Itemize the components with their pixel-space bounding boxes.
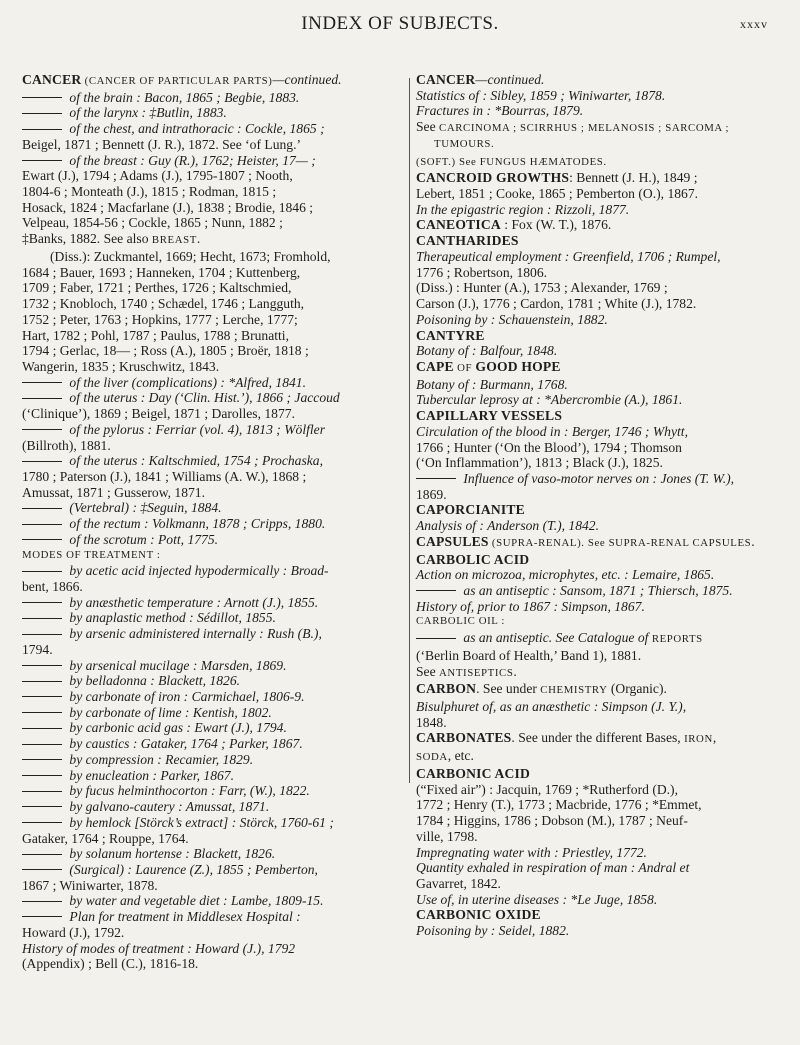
entry-text: Lebert, 1851 ; Cooke, 1865 ; Pemberton (O.), 1867. [416, 186, 699, 202]
entry-text: 1867 ; Winiwarter, 1878. [22, 877, 158, 893]
entry-text: by anaplastic method : Sédillot, 1855. [66, 610, 276, 626]
cross-reference: FUNGUS HÆMATODES. [479, 155, 607, 168]
entry-text: 1804-6 ; Monteath (J.), 1815 ; Rodman, 1815 ; [22, 184, 277, 200]
entry-text: Circulation of the blood in : Berger, 1746 ; Whytt, [416, 423, 688, 439]
entry-text: Tubercular leprosy at : *Abercrombie (A.), 1861. [416, 392, 683, 408]
entry-text: (SOFT.) See [416, 155, 480, 168]
entry-text: Influence of vaso-motor nerves on : Jones (T. W.), [460, 470, 735, 486]
entry-text: 1752 ; Peter, 1763 ; Hopkins, 1777 ; Lerche, 1777; [22, 311, 298, 327]
entry-text: Poisoning by : Schauenstein, 1882. [416, 311, 608, 327]
headword: CAPE [416, 358, 454, 374]
entry-text: Velpeau, 1854-56 ; Cockle, 1865 ; Nunn, 1882 ; [22, 215, 283, 231]
entry-text: by enucleation : Parker, 1867. [66, 767, 234, 783]
entry-text: Plan for treatment in Middlesex Hospital : [66, 909, 301, 925]
entry-text: See [416, 663, 440, 679]
entry-text: (CANCER OF PARTICULAR PARTS) [81, 75, 273, 87]
entry-text: by compression : Recamier, 1829. [66, 751, 254, 767]
cross-reference: BREAST [151, 234, 197, 247]
cross-reference: ANTISEPTICS [439, 666, 514, 679]
entry-text: Beigel, 1871 ; Bennett (J. R.), 1872. See ‘of Lung.’ [22, 136, 302, 152]
entry-text: of the brain : Bacon, 1865 ; Begbie, 1883. [66, 89, 300, 105]
entry-text: Ewart (J.), 1794 ; Adams (J.), 1795-1807 ; Nooth, [22, 168, 293, 184]
running-head [0, 13, 800, 37]
entry-text: 1772 ; Henry (T.), 1773 ; Macbride, 1776 ; *Emmet, [416, 797, 702, 813]
headword: CAPILLARY VESSELS [416, 408, 563, 424]
entry-text: (‘On Inflammation’), 1813 ; Black (J.), 1825. [416, 455, 663, 471]
entry-text: Botany of : Burmann, 1768. [416, 376, 568, 392]
cross-reference: CHEMISTRY [540, 684, 608, 697]
headword: CANCER [22, 72, 82, 87]
entry-text: . [513, 663, 517, 679]
cross-reference: REPORTS [651, 633, 703, 646]
entry-text: , [712, 730, 717, 746]
headword: GOOD HOPE [475, 358, 561, 374]
headword: CANCROID GROWTHS [416, 170, 570, 186]
entry-text: (‘Berlin Board of Health,’ Band 1), 1881. [416, 647, 642, 663]
headword: CARBONIC OXIDE [416, 907, 541, 923]
entry-text: 1794. [22, 641, 53, 657]
entry-text: (‘Clinique’), 1869 ; Beigel, 1871 ; Darolles, 1877. [22, 406, 295, 422]
entry-text: bent, 1866. [22, 579, 83, 594]
entry-text: . See under the different Bases, [511, 730, 685, 746]
entry-text: ‡Banks, 1882. See also [22, 231, 152, 247]
entry-text: by hemlock [Störck’s extract] : Störck, 1760-61 ; [66, 814, 334, 830]
headword: CAPSULES [416, 533, 489, 549]
entry-text: of the uterus : Kaltschmied, 1754 ; Prochaska, [66, 453, 323, 469]
entry-text: of the pylorus : Ferriar (vol. 4), 1813 ; Wölfler [66, 421, 325, 437]
entry-text: by caustics : Gataker, 1764 ; Parker, 1867. [66, 736, 303, 752]
entry-text: 1776 ; Robertson, 1806. [416, 264, 548, 280]
entry-text: Carson (J.), 1776 ; Cardon, 1781 ; White (J.), 1782. [416, 296, 697, 312]
entry-text: by belladonna : Blackett, 1826. [66, 673, 241, 689]
entry-text: OF [453, 361, 476, 374]
entry-text: Impregnating water with : Priestley, 1772. [416, 844, 647, 860]
entry-text: of the liver (complications) : *Alfred, 1841. [66, 374, 306, 390]
entry-text: 1766 ; Hunter (‘On the Blood’), 1794 ; Thomson [416, 439, 682, 455]
entry-text: In the epigastric region : Rizzoli, 1877. [416, 201, 630, 217]
entry-text: by fucus helminthocorton : Farr, (W.), 1822. [66, 783, 310, 799]
entry-text: —continued. [272, 72, 342, 87]
headword: CANTYRE [416, 327, 485, 343]
entry-text: . [751, 533, 755, 549]
entry-text: : Fox (W. T.), 1876. [500, 217, 612, 233]
cross-reference: IRON [684, 733, 713, 746]
entry-text: Analysis of : Anderson (T.), 1842. [416, 518, 600, 534]
entry-text: Gavarret, 1842. [416, 875, 501, 891]
entry-text: Therapeutical employment : Greenfield, 1706 ; Rumpel, [416, 248, 721, 264]
headword: CANCER [416, 72, 476, 87]
entry-text: by acetic acid injected hypodermically : Broad- [66, 563, 329, 579]
headword: CARBON [416, 681, 477, 697]
entry-text: 1780 ; Paterson (J.), 1841 ; Williams (A. W.), 1868 ; [22, 468, 307, 484]
cross-reference: SODA [416, 751, 448, 764]
headword: CARBONATES [416, 730, 512, 746]
entry-text: 1709 ; Faber, 1721 ; Perthes, 1726 ; Kaltschmied, [22, 280, 292, 296]
entry-text: Amussat, 1871 ; Gusserow, 1871. [22, 484, 206, 500]
page-title: INDEX OF SUBJECTS. [301, 13, 499, 34]
headword: CANTHARIDES [416, 233, 519, 249]
entry-text: by water and vegetable diet : Lambe, 1809-15. [66, 893, 324, 909]
section-heading: CARBOLIC OIL : [416, 615, 505, 628]
entry-text: of the uterus : Day (‘Clin. Hist.’), 1866 ; Jaccoud [66, 390, 340, 406]
entry-text: Howard (J.), 1792. [22, 924, 125, 940]
entry-text: by galvano-cautery : Amussat, 1871. [66, 799, 270, 815]
entry-text: Hosack, 1824 ; Macfarlane (J.), 1838 ; Brodie, 1846 ; [22, 199, 314, 215]
cross-reference: TUMOURS. [434, 137, 495, 150]
entry-text: ville, 1798. [416, 828, 478, 844]
headword: CARBONIC ACID [416, 765, 531, 781]
entry-text: —continued. [475, 72, 545, 87]
entry-text: Statistics of : Sibley, 1859 ; Winiwarter, 1878. [416, 87, 666, 103]
entry-text: of the larynx : ‡Butlin, 1883. [66, 105, 227, 121]
entry-text: Bisulphuret of, as an anæsthetic : Simpson (J. Y.), [416, 699, 687, 715]
entry-text: History of modes of treatment : Howard (J.), 1792 [22, 940, 296, 956]
entry-text: . [196, 231, 201, 247]
entry-text: of the chest, and intrathoracic : Cockle, 1865 ; [66, 121, 325, 137]
entry-text: (Billroth), 1881. [22, 437, 111, 453]
headword: CANEOTICA [416, 217, 501, 233]
headword: CAPORCIANITE [416, 502, 525, 518]
entry-text: Use of, in uterine diseases : *Le Juge, 1858. [416, 891, 658, 907]
entry-text: 1684 ; Bauer, 1693 ; Hanneken, 1704 ; Kuttenberg, [22, 264, 301, 280]
entry-text: Hart, 1782 ; Pohl, 1787 ; Paulus, 1788 ; Brunatti, [22, 327, 289, 343]
entry-text: (Appendix) ; Bell (C.), 1816-18. [22, 956, 199, 972]
entry-text: Action on microzoa, microphytes, etc. : Lemaire, 1865. [416, 567, 715, 583]
entry-text: by anæsthetic temperature : Arnott (J.), 1855. [66, 594, 319, 610]
entry-text: See [416, 119, 440, 135]
entry-text: 1848. [416, 714, 447, 730]
entry-text: as an antiseptic. See Catalogue of [460, 630, 652, 646]
entry-text: (“Fixed air”) : Jacquin, 1769 ; *Rutherford (D.), [416, 781, 678, 797]
headword: CARBOLIC ACID [416, 551, 530, 567]
right-column [416, 72, 786, 939]
entry-text: : Bennett (J. H.), 1849 ; [569, 170, 698, 186]
section-heading: MODES OF TREATMENT : [22, 548, 161, 561]
cross-reference: SUPRA-RENAL CAPSULES [608, 536, 752, 549]
entry-text: of the rectum : Volkmann, 1878 ; Cripps, 1880. [66, 516, 326, 532]
entry-text: 1794 ; Gerlac, 18— ; Ross (A.), 1805 ; Broër, 1818 ; [22, 343, 309, 359]
entry-text: (Diss.): Zuckmantel, 1669; Hecht, 1673; Fromhold, [50, 248, 331, 264]
entry-text: History of, prior to 1867 : Simpson, 1867. [416, 598, 645, 614]
entry-text: Quantity exhaled in respiration of man : Andral et [416, 860, 690, 876]
page-number: xxxv [740, 17, 768, 31]
entry-text: Poisoning by : Seidel, 1882. [416, 923, 570, 939]
entry-text: , etc. [447, 748, 474, 764]
cross-reference: CARCINOMA ; SCIRRHUS ; MELANOSIS ; SARCOMA ; [439, 122, 730, 135]
entry-text: of the breast : Guy (R.), 1762; Heister, 17— ; [66, 152, 316, 168]
entry-text: of the scrotum : Pott, 1775. [66, 531, 219, 547]
entry-text: . See under [476, 681, 541, 697]
entry-text: by arsenical mucilage : Marsden, 1869. [66, 657, 287, 673]
entry-text: by arsenic administered internally : Rush (B.), [66, 626, 322, 642]
entry-text: (Vertebral) : ‡Seguin, 1884. [66, 500, 222, 516]
entry-text: by carbonic acid gas : Ewart (J.), 1794. [66, 720, 287, 736]
left-column [22, 72, 404, 972]
entry-text: (Organic). [607, 681, 667, 697]
entry-text: (Surgical) : Laurence (Z.), 1855 ; Pemberton, [66, 861, 318, 877]
entry-text: Botany of : Balfour, 1848. [416, 343, 558, 359]
entry-text: (SUPRA-RENAL). See [488, 536, 609, 549]
entry-text: Gataker, 1764 ; Rouppe, 1764. [22, 830, 189, 846]
entry-text: Fractures in : *Bourras, 1879. [416, 103, 584, 119]
entry-text: by carbonate of lime : Kentish, 1802. [66, 704, 272, 720]
entry-text: 1784 ; Higgins, 1786 ; Dobson (M.), 1787 ; Neuf- [416, 813, 688, 829]
entry-text: 1732 ; Knobloch, 1740 ; Schædel, 1746 ; Langguth, [22, 296, 305, 312]
entry-text: (Diss.) : Hunter (A.), 1753 ; Alexander, 1769 ; [416, 280, 668, 296]
entry-text: by carbonate of iron : Carmichael, 1806-9. [66, 689, 305, 705]
entry-text: as an antiseptic : Sansom, 1871 ; Thiersch, 1875. [460, 583, 733, 598]
entry-text: Wangerin, 1835 ; Kruschwitz, 1843. [22, 358, 220, 374]
entry-text: by solanum hortense : Blackett, 1826. [66, 846, 276, 862]
column-divider [409, 78, 410, 783]
entry-text: 1869. [416, 486, 447, 502]
